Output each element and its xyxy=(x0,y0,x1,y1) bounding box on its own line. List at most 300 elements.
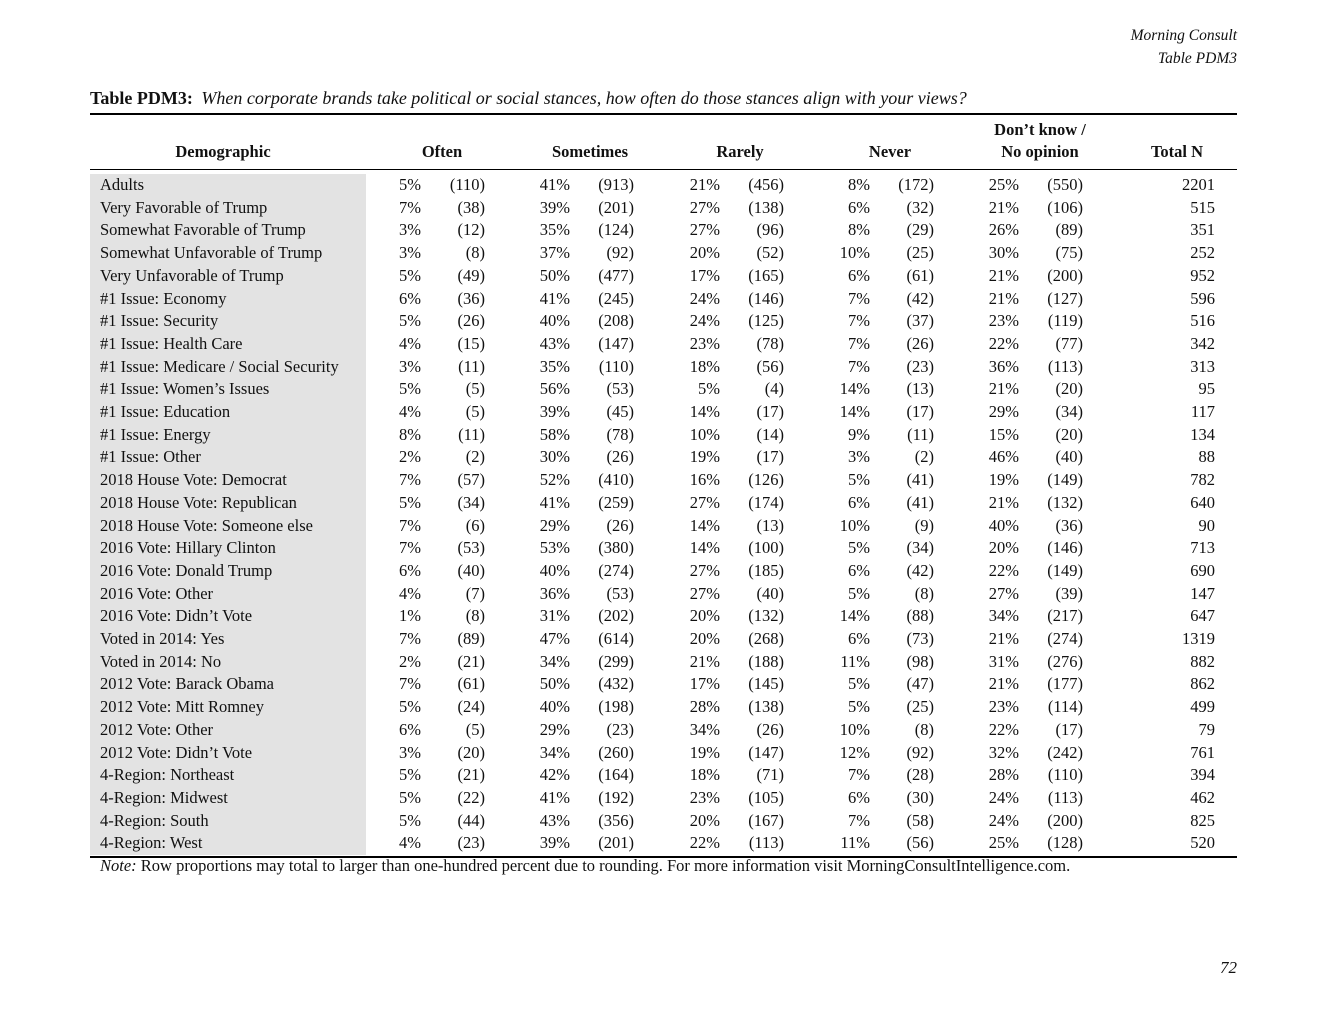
cell-rarely-pct: 27% xyxy=(689,220,720,240)
col-header-sometimes: Sometimes xyxy=(551,142,629,161)
row-pad xyxy=(1215,174,1237,197)
row-pad xyxy=(1215,673,1237,696)
cell-dk-n: (20) xyxy=(1055,424,1083,444)
table-row xyxy=(90,401,1237,424)
cell-sometimes-n: (299) xyxy=(598,651,634,671)
cell-total-n: 640 xyxy=(1190,492,1215,512)
row-label: #1 Issue: Energy xyxy=(100,424,211,444)
cell-often-n: (11) xyxy=(458,356,485,376)
cell-sometimes-pct: 29% xyxy=(539,515,570,535)
cell-total-n: 952 xyxy=(1190,265,1215,285)
cell-often-pct: 8% xyxy=(399,424,421,444)
cell-rarely-n: (100) xyxy=(748,538,784,558)
cell-often-n: (5) xyxy=(465,402,485,422)
cell-sometimes-pct: 34% xyxy=(539,651,570,671)
cell-rarely-pct: 28% xyxy=(689,697,720,717)
row-label: #1 Issue: Health Care xyxy=(100,333,243,353)
cell-dk-pct: 24% xyxy=(988,810,1019,830)
cell-dk-pct: 21% xyxy=(988,492,1019,512)
cell-dk-pct: 25% xyxy=(988,175,1019,194)
cell-often-pct: 3% xyxy=(399,220,421,240)
table-title xyxy=(90,88,967,109)
cell-dk-n: (146) xyxy=(1047,538,1083,558)
cell-dk-pct: 19% xyxy=(988,470,1019,490)
cell-dk-n: (40) xyxy=(1055,447,1083,467)
cell-sometimes-n: (432) xyxy=(598,674,634,694)
cell-never-pct: 7% xyxy=(848,765,870,785)
cell-sometimes-pct: 41% xyxy=(539,288,570,308)
cell-often-pct: 3% xyxy=(399,356,421,376)
cell-dk-pct: 23% xyxy=(988,697,1019,717)
cell-often-pct: 5% xyxy=(399,765,421,785)
cell-rarely-n: (52) xyxy=(756,243,784,263)
cell-rarely-n: (138) xyxy=(748,197,784,217)
cell-total-n: 462 xyxy=(1190,787,1215,807)
cell-sometimes-n: (147) xyxy=(598,333,634,353)
cell-often-n: (22) xyxy=(457,787,485,807)
cell-total-n: 516 xyxy=(1190,311,1215,331)
cell-dk-n: (39) xyxy=(1055,583,1083,603)
table-title-question: When corporate brands take political or social stances, how often do those stances align with your views? xyxy=(201,88,967,108)
cell-sometimes-pct: 40% xyxy=(539,560,570,580)
col-header-often: Often xyxy=(421,142,463,161)
cell-sometimes-n: (92) xyxy=(606,243,634,263)
cell-total-n: 515 xyxy=(1190,197,1215,217)
header-org: Morning Consult xyxy=(1130,27,1237,44)
cell-often-pct: 3% xyxy=(399,742,421,762)
table-row xyxy=(90,673,1237,696)
cell-dk-n: (114) xyxy=(1047,697,1083,717)
cell-never-n: (88) xyxy=(906,606,934,626)
table-row xyxy=(90,628,1237,651)
row-label: 4-Region: Northeast xyxy=(100,765,235,785)
cell-often-n: (24) xyxy=(457,697,485,717)
cell-never-pct: 14% xyxy=(839,402,870,422)
cell-never-n: (26) xyxy=(906,333,934,353)
cell-sometimes-pct: 50% xyxy=(539,674,570,694)
cell-sometimes-pct: 40% xyxy=(539,311,570,331)
cell-never-n: (25) xyxy=(906,697,934,717)
row-label: 2018 House Vote: Someone else xyxy=(100,515,313,535)
cell-never-n: (28) xyxy=(906,765,934,785)
row-pad xyxy=(1215,333,1237,356)
cell-rarely-n: (14) xyxy=(756,424,784,444)
header-table-ref: Table PDM3 xyxy=(1157,50,1237,67)
table-row xyxy=(90,832,1237,855)
cell-sometimes-pct: 41% xyxy=(539,492,570,512)
cell-rarely-pct: 27% xyxy=(689,583,720,603)
cell-often-pct: 7% xyxy=(399,515,421,535)
cell-total-n: 1319 xyxy=(1182,629,1215,649)
row-pad xyxy=(1215,219,1237,242)
table-row xyxy=(90,810,1237,833)
cell-sometimes-n: (201) xyxy=(598,197,634,217)
cell-rarely-pct: 5% xyxy=(698,379,720,399)
cell-never-pct: 5% xyxy=(848,674,870,694)
note-text: Row proportions may total to larger than one-hundred percent due to rounding. For more information visit MorningConsultIntelligence.com. xyxy=(140,856,1071,875)
cell-rarely-pct: 27% xyxy=(689,492,720,512)
cell-never-n: (61) xyxy=(906,265,934,285)
cell-sometimes-n: (202) xyxy=(598,606,634,626)
row-label: #1 Issue: Women’s Issues xyxy=(100,379,270,399)
cell-often-n: (61) xyxy=(457,674,485,694)
cell-dk-pct: 46% xyxy=(988,447,1019,467)
cell-rarely-pct: 18% xyxy=(689,765,720,785)
col-header-dont-know-line2: No opinion xyxy=(1001,142,1079,161)
cell-dk-n: (17) xyxy=(1055,719,1083,739)
cell-often-pct: 5% xyxy=(399,379,421,399)
cell-sometimes-pct: 43% xyxy=(539,333,570,353)
row-pad xyxy=(1215,810,1237,833)
cell-dk-n: (75) xyxy=(1055,243,1083,263)
cell-sometimes-n: (477) xyxy=(598,265,634,285)
row-pad xyxy=(1215,605,1237,628)
cell-rarely-pct: 14% xyxy=(689,402,720,422)
cell-rarely-n: (4) xyxy=(764,379,784,399)
cell-sometimes-pct: 42% xyxy=(539,765,570,785)
cell-dk-n: (127) xyxy=(1047,288,1083,308)
cell-never-pct: 11% xyxy=(840,651,870,671)
cell-rarely-n: (145) xyxy=(748,674,784,694)
row-pad xyxy=(1215,560,1237,583)
cell-rarely-pct: 14% xyxy=(689,515,720,535)
row-label: 2016 Vote: Donald Trump xyxy=(100,560,273,580)
cell-often-pct: 2% xyxy=(399,651,421,671)
cell-total-n: 713 xyxy=(1190,538,1215,558)
cell-sometimes-pct: 30% xyxy=(539,447,570,467)
row-label: 2018 House Vote: Republican xyxy=(100,492,297,512)
cell-total-n: 499 xyxy=(1190,697,1215,717)
col-header-dont-know xyxy=(970,119,1110,163)
cell-dk-n: (34) xyxy=(1055,402,1083,422)
row-pad xyxy=(1215,401,1237,424)
cell-often-pct: 7% xyxy=(399,674,421,694)
cell-often-pct: 5% xyxy=(399,175,421,194)
cell-sometimes-n: (78) xyxy=(606,424,634,444)
cell-never-n: (11) xyxy=(907,424,934,444)
cell-dk-pct: 21% xyxy=(988,265,1019,285)
cell-never-n: (34) xyxy=(906,538,934,558)
cell-often-pct: 4% xyxy=(399,833,421,853)
cell-rarely-pct: 23% xyxy=(689,333,720,353)
cell-total-n: 95 xyxy=(1198,379,1215,399)
row-pad xyxy=(1215,446,1237,469)
cell-often-n: (11) xyxy=(458,424,485,444)
cell-dk-n: (242) xyxy=(1047,742,1083,762)
cell-rarely-pct: 19% xyxy=(689,447,720,467)
cell-dk-pct: 23% xyxy=(988,311,1019,331)
cell-never-pct: 3% xyxy=(848,447,870,467)
cell-rarely-pct: 17% xyxy=(689,674,720,694)
cell-dk-pct: 20% xyxy=(988,538,1019,558)
cell-often-pct: 5% xyxy=(399,787,421,807)
cell-sometimes-n: (201) xyxy=(598,833,634,853)
col-header-never: Never xyxy=(868,142,912,161)
row-label: Adults xyxy=(100,175,145,194)
row-pad xyxy=(1215,310,1237,333)
table-row xyxy=(90,288,1237,311)
cell-rarely-pct: 22% xyxy=(689,833,720,853)
cell-dk-n: (36) xyxy=(1055,515,1083,535)
cell-never-pct: 7% xyxy=(848,356,870,376)
cell-never-n: (42) xyxy=(906,560,934,580)
cell-rarely-n: (268) xyxy=(748,629,784,649)
row-pad xyxy=(1215,537,1237,560)
cell-rarely-pct: 20% xyxy=(689,810,720,830)
cell-often-n: (21) xyxy=(457,765,485,785)
row-pad xyxy=(1215,742,1237,765)
row-label: Voted in 2014: Yes xyxy=(100,629,225,649)
row-pad xyxy=(1215,583,1237,606)
table-row xyxy=(90,764,1237,787)
top-rule xyxy=(90,113,1237,115)
cell-never-pct: 5% xyxy=(848,538,870,558)
table-row xyxy=(90,515,1237,538)
cell-often-n: (34) xyxy=(457,492,485,512)
cell-rarely-pct: 23% xyxy=(689,787,720,807)
cell-often-n: (8) xyxy=(465,243,485,263)
cell-rarely-n: (17) xyxy=(756,402,784,422)
cell-often-pct: 4% xyxy=(399,583,421,603)
cell-sometimes-pct: 35% xyxy=(539,356,570,376)
table-row xyxy=(90,310,1237,333)
cell-sometimes-pct: 53% xyxy=(539,538,570,558)
row-pad xyxy=(1215,696,1237,719)
cell-never-pct: 6% xyxy=(848,629,870,649)
cell-often-n: (5) xyxy=(465,719,485,739)
row-pad xyxy=(1215,651,1237,674)
cell-rarely-n: (13) xyxy=(756,515,784,535)
cell-total-n: 761 xyxy=(1190,742,1215,762)
cell-sometimes-n: (110) xyxy=(598,356,634,376)
cell-total-n: 782 xyxy=(1190,470,1215,490)
row-label: 4-Region: South xyxy=(100,810,209,830)
row-label: #1 Issue: Economy xyxy=(100,288,227,308)
cell-sometimes-n: (26) xyxy=(606,447,634,467)
cell-rarely-pct: 20% xyxy=(689,243,720,263)
cell-often-pct: 6% xyxy=(399,288,421,308)
cell-rarely-pct: 21% xyxy=(689,175,720,194)
cell-often-n: (5) xyxy=(465,379,485,399)
cell-rarely-n: (188) xyxy=(748,651,784,671)
cell-dk-n: (106) xyxy=(1047,197,1083,217)
table-row xyxy=(90,696,1237,719)
cell-never-n: (172) xyxy=(898,175,934,194)
cell-never-n: (9) xyxy=(914,515,934,535)
cell-dk-n: (276) xyxy=(1047,651,1083,671)
cell-often-pct: 7% xyxy=(399,538,421,558)
cell-sometimes-n: (380) xyxy=(598,538,634,558)
cell-never-n: (41) xyxy=(906,492,934,512)
cell-sometimes-pct: 41% xyxy=(539,175,570,194)
cell-dk-pct: 26% xyxy=(988,220,1019,240)
cell-often-n: (44) xyxy=(457,810,485,830)
row-label: 2016 Vote: Hillary Clinton xyxy=(100,538,276,558)
table-row xyxy=(90,560,1237,583)
cell-dk-pct: 22% xyxy=(988,333,1019,353)
row-label: 2016 Vote: Other xyxy=(100,583,214,603)
cell-never-n: (8) xyxy=(914,719,934,739)
cell-total-n: 394 xyxy=(1190,765,1215,785)
table-row xyxy=(90,537,1237,560)
cell-rarely-pct: 27% xyxy=(689,197,720,217)
cell-sometimes-n: (124) xyxy=(598,220,634,240)
cell-sometimes-pct: 36% xyxy=(539,583,570,603)
cell-dk-pct: 21% xyxy=(988,197,1019,217)
row-pad xyxy=(1215,628,1237,651)
cell-rarely-pct: 10% xyxy=(689,424,720,444)
cell-never-n: (41) xyxy=(906,470,934,490)
cell-sometimes-n: (53) xyxy=(606,583,634,603)
row-label: #1 Issue: Medicare / Social Security xyxy=(100,356,339,376)
cell-never-pct: 6% xyxy=(848,197,870,217)
row-pad xyxy=(1215,378,1237,401)
row-label: 2012 Vote: Other xyxy=(100,719,214,739)
cell-never-n: (92) xyxy=(906,742,934,762)
row-label: Somewhat Favorable of Trump xyxy=(100,220,306,240)
cell-never-pct: 5% xyxy=(848,470,870,490)
cell-sometimes-pct: 34% xyxy=(539,742,570,762)
cell-rarely-pct: 14% xyxy=(689,538,720,558)
cell-sometimes-n: (913) xyxy=(598,175,634,194)
cell-rarely-pct: 24% xyxy=(689,311,720,331)
cell-never-pct: 5% xyxy=(848,697,870,717)
cell-never-pct: 10% xyxy=(839,719,870,739)
row-label: #1 Issue: Education xyxy=(100,402,231,422)
cell-often-n: (53) xyxy=(457,538,485,558)
row-pad xyxy=(1215,764,1237,787)
cell-dk-pct: 24% xyxy=(988,787,1019,807)
cell-rarely-n: (126) xyxy=(748,470,784,490)
page-number: 72 xyxy=(1220,958,1237,977)
cell-total-n: 647 xyxy=(1190,606,1215,626)
cell-never-pct: 9% xyxy=(848,424,870,444)
cell-often-pct: 7% xyxy=(399,470,421,490)
table-row xyxy=(90,583,1237,606)
table-row xyxy=(90,424,1237,447)
cell-sometimes-n: (23) xyxy=(606,719,634,739)
cell-never-pct: 10% xyxy=(839,515,870,535)
cell-rarely-pct: 24% xyxy=(689,288,720,308)
cell-dk-n: (200) xyxy=(1047,265,1083,285)
cell-rarely-pct: 18% xyxy=(689,356,720,376)
row-label: 4-Region: Midwest xyxy=(100,787,228,807)
cell-often-n: (26) xyxy=(457,311,485,331)
cell-dk-n: (20) xyxy=(1055,379,1083,399)
row-pad xyxy=(1215,492,1237,515)
cell-dk-pct: 22% xyxy=(988,560,1019,580)
cell-never-n: (58) xyxy=(906,810,934,830)
cell-rarely-pct: 27% xyxy=(689,560,720,580)
cell-rarely-pct: 34% xyxy=(689,719,720,739)
cell-rarely-n: (456) xyxy=(748,175,784,194)
cell-never-pct: 11% xyxy=(840,833,870,853)
cell-sometimes-pct: 43% xyxy=(539,810,570,830)
row-pad xyxy=(1215,719,1237,742)
cell-often-n: (110) xyxy=(449,175,485,194)
cell-never-pct: 7% xyxy=(848,333,870,353)
cell-sometimes-n: (356) xyxy=(598,810,634,830)
cell-never-pct: 8% xyxy=(848,175,870,194)
cell-dk-n: (110) xyxy=(1047,765,1083,785)
cell-often-n: (2) xyxy=(465,447,485,467)
table-row xyxy=(90,174,1237,197)
cell-often-n: (38) xyxy=(457,197,485,217)
cell-often-pct: 1% xyxy=(399,606,421,626)
cell-sometimes-pct: 39% xyxy=(539,833,570,853)
cell-total-n: 147 xyxy=(1190,583,1215,603)
cell-sometimes-pct: 39% xyxy=(539,402,570,422)
cell-rarely-n: (17) xyxy=(756,447,784,467)
cell-sometimes-n: (26) xyxy=(606,515,634,535)
cell-dk-pct: 30% xyxy=(988,243,1019,263)
cell-dk-n: (89) xyxy=(1055,220,1083,240)
cell-rarely-n: (174) xyxy=(748,492,784,512)
table-row xyxy=(90,378,1237,401)
cell-often-pct: 5% xyxy=(399,265,421,285)
cell-dk-pct: 22% xyxy=(988,719,1019,739)
table-row xyxy=(90,787,1237,810)
cell-often-pct: 2% xyxy=(399,447,421,467)
table-title-label: Table PDM3: xyxy=(90,88,193,108)
table-row xyxy=(90,197,1237,220)
cell-rarely-n: (113) xyxy=(748,833,784,853)
cell-never-pct: 7% xyxy=(848,311,870,331)
cell-rarely-n: (105) xyxy=(748,787,784,807)
table-row xyxy=(90,719,1237,742)
cell-total-n: 79 xyxy=(1198,719,1215,739)
cell-never-n: (32) xyxy=(906,197,934,217)
cell-rarely-n: (96) xyxy=(756,220,784,240)
cell-often-pct: 4% xyxy=(399,333,421,353)
cell-sometimes-pct: 37% xyxy=(539,243,570,263)
cell-often-pct: 5% xyxy=(399,697,421,717)
cell-rarely-pct: 17% xyxy=(689,265,720,285)
cell-rarely-n: (56) xyxy=(756,356,784,376)
cell-dk-pct: 28% xyxy=(988,765,1019,785)
row-pad xyxy=(1215,356,1237,379)
cell-dk-n: (128) xyxy=(1047,833,1083,853)
cell-often-n: (49) xyxy=(457,265,485,285)
table-body xyxy=(90,174,1237,855)
cell-total-n: 342 xyxy=(1190,333,1215,353)
cell-never-pct: 6% xyxy=(848,560,870,580)
cell-dk-pct: 36% xyxy=(988,356,1019,376)
cell-often-n: (6) xyxy=(465,515,485,535)
cell-often-pct: 7% xyxy=(399,629,421,649)
cell-rarely-n: (147) xyxy=(748,742,784,762)
cell-often-n: (23) xyxy=(457,833,485,853)
col-header-total-n: Total N xyxy=(1150,142,1204,161)
cell-never-pct: 14% xyxy=(839,379,870,399)
cell-sometimes-pct: 58% xyxy=(539,424,570,444)
cell-sometimes-pct: 41% xyxy=(539,787,570,807)
cell-often-n: (15) xyxy=(457,333,485,353)
cell-dk-pct: 21% xyxy=(988,674,1019,694)
cell-never-n: (42) xyxy=(906,288,934,308)
table-row xyxy=(90,605,1237,628)
cell-rarely-n: (125) xyxy=(748,311,784,331)
cell-never-n: (13) xyxy=(906,379,934,399)
cell-often-n: (20) xyxy=(457,742,485,762)
cell-dk-n: (217) xyxy=(1047,606,1083,626)
cell-often-n: (21) xyxy=(457,651,485,671)
cell-never-pct: 8% xyxy=(848,220,870,240)
row-pad xyxy=(1215,832,1237,855)
table-row xyxy=(90,446,1237,469)
row-label: #1 Issue: Other xyxy=(100,447,201,467)
table-row xyxy=(90,492,1237,515)
